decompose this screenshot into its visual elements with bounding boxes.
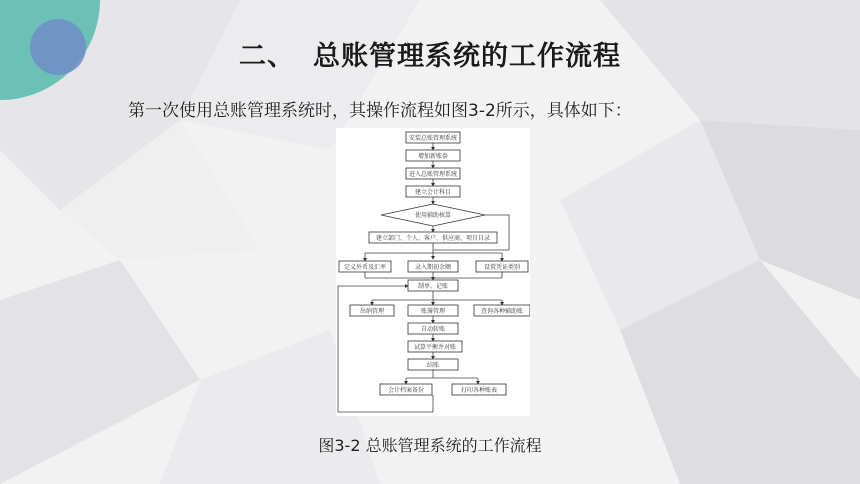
figure-caption: 图3-2 总账管理系统的工作流程 — [318, 436, 542, 455]
label-closing: 结账 — [426, 361, 440, 369]
label-aux-books: 查询各种辅助账 — [480, 307, 524, 315]
label-create-items: 建立部门、个人、客户、供应商、项目目录 — [375, 234, 491, 242]
label-opening-balance: 录入期初余额 — [414, 263, 452, 271]
label-trial-balance: 试算平衡并对账 — [413, 343, 457, 351]
section-title: 总账管理系统的工作流程 — [313, 41, 621, 72]
flowchart — [336, 128, 530, 416]
label-create-subjects: 建立会计科目 — [414, 188, 452, 196]
section-number: 二、 — [239, 41, 295, 72]
label-backup: 会计档案备份 — [387, 386, 425, 394]
label-fill-voucher: 制单、记账 — [417, 282, 449, 290]
page-title — [0, 34, 860, 73]
label-cashier: 出纳管理 — [359, 307, 385, 315]
label-install: 安装总账管理系统 — [408, 134, 458, 142]
label-currency: 定义外币及汇率 — [343, 263, 387, 271]
label-enter-system: 进入总账管理系统 — [408, 170, 458, 178]
label-print: 打印各种账表 — [460, 386, 498, 394]
label-new-account: 增加新账套 — [417, 152, 449, 160]
label-auto-transfer: 自动转账 — [420, 325, 446, 333]
label-books: 账簿管理 — [420, 307, 446, 315]
label-decision: 使用辅助核算 — [414, 212, 452, 219]
flowchart-figure — [336, 128, 530, 416]
label-voucher-types: 设置凭证类别 — [483, 263, 521, 271]
intro-text: 第一次使用总账管理系统时，其操作流程如图3-2所示，具体如下： — [128, 101, 632, 121]
